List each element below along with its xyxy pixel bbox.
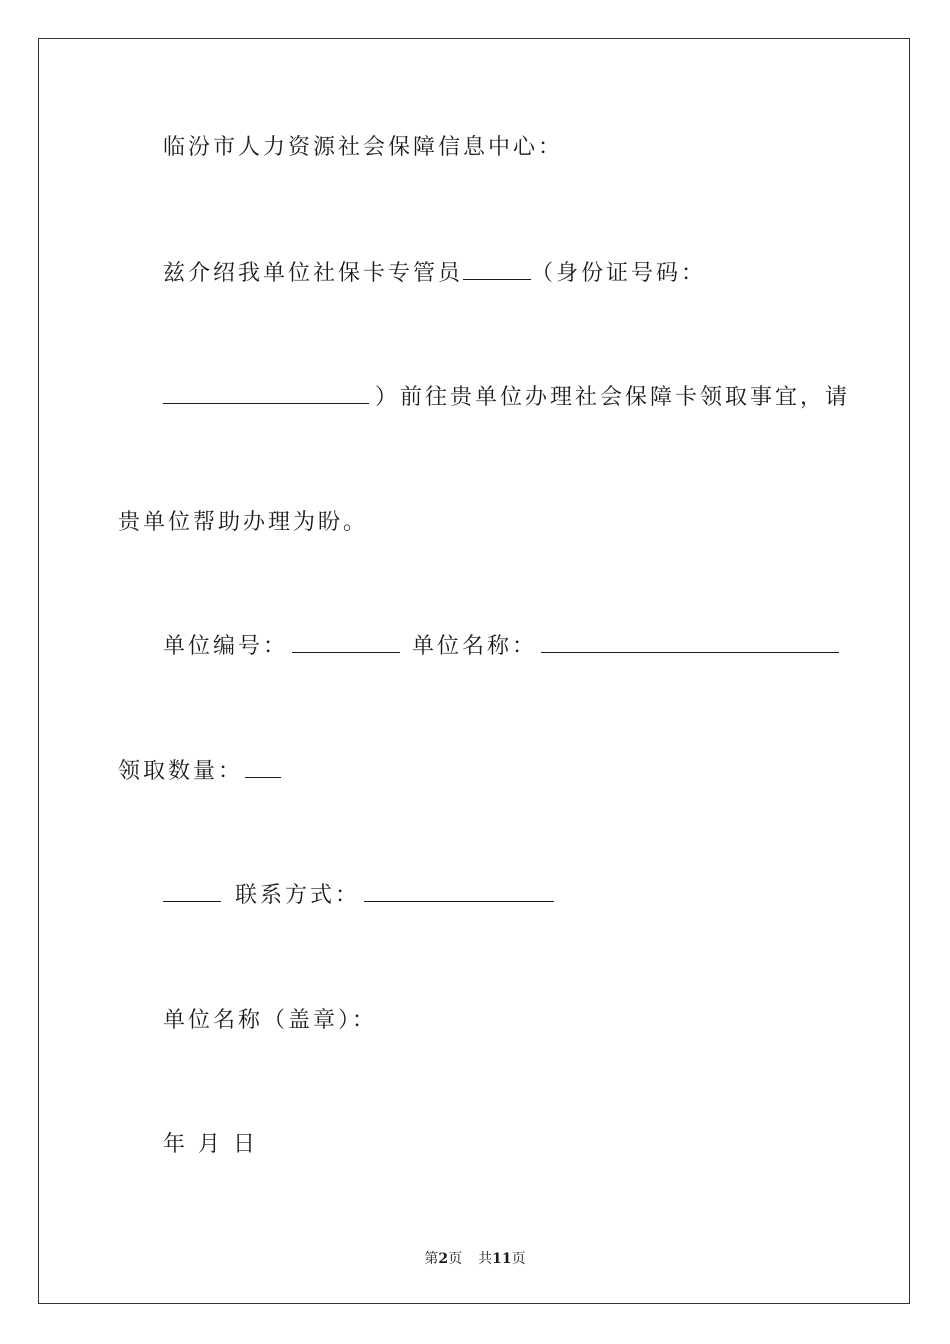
seal-label: 单位名称（盖章）： (163, 1008, 378, 1033)
quantity-label: 领取数量： (118, 759, 244, 784)
salutation-text: 临汾市人力资源社会保障信息中心： (163, 135, 564, 160)
unit-name-blank[interactable] (541, 632, 839, 653)
quantity-blank[interactable] (245, 757, 281, 778)
page-suffix: 页 (448, 1251, 463, 1267)
id-number-blank[interactable] (163, 383, 369, 404)
salutation (163, 133, 563, 163)
unit-code-blank[interactable] (292, 632, 400, 653)
page-border (38, 38, 910, 1304)
unit-name-label: 单位名称： (412, 634, 538, 659)
purpose-text: ）前往贵单位办理社会保障卡领取事宜，请 (375, 385, 851, 410)
contact-line (163, 881, 554, 911)
request-text: 贵单位帮助办理为盼。 (118, 510, 369, 535)
quantity-line (118, 757, 281, 787)
page-current: 2 (438, 1251, 449, 1267)
seal-line (163, 1006, 377, 1036)
request-line (118, 508, 368, 538)
date-day: 日 (233, 1132, 259, 1157)
purpose-line (163, 383, 850, 413)
date-line (163, 1130, 258, 1160)
manager-name-blank[interactable] (463, 259, 531, 280)
id-number-label: （身份证号码： (531, 261, 707, 286)
quantity-continued-blank[interactable] (163, 881, 221, 902)
contact-label: 联系方式： (235, 883, 361, 908)
page-prefix: 第 (424, 1251, 439, 1267)
page-footer (0, 1248, 950, 1268)
page-total: 11 (492, 1251, 512, 1267)
date-month: 月 (198, 1132, 224, 1157)
contact-blank[interactable] (364, 881, 554, 902)
date-year: 年 (163, 1132, 189, 1157)
unit-info-line (163, 632, 839, 662)
total-suffix: 页 (511, 1251, 526, 1267)
intro-line (163, 259, 706, 289)
total-prefix: 共 (478, 1251, 493, 1267)
unit-code-label: 单位编号： (163, 634, 289, 659)
intro-text: 兹介绍我单位社保卡专管员 (163, 261, 464, 286)
